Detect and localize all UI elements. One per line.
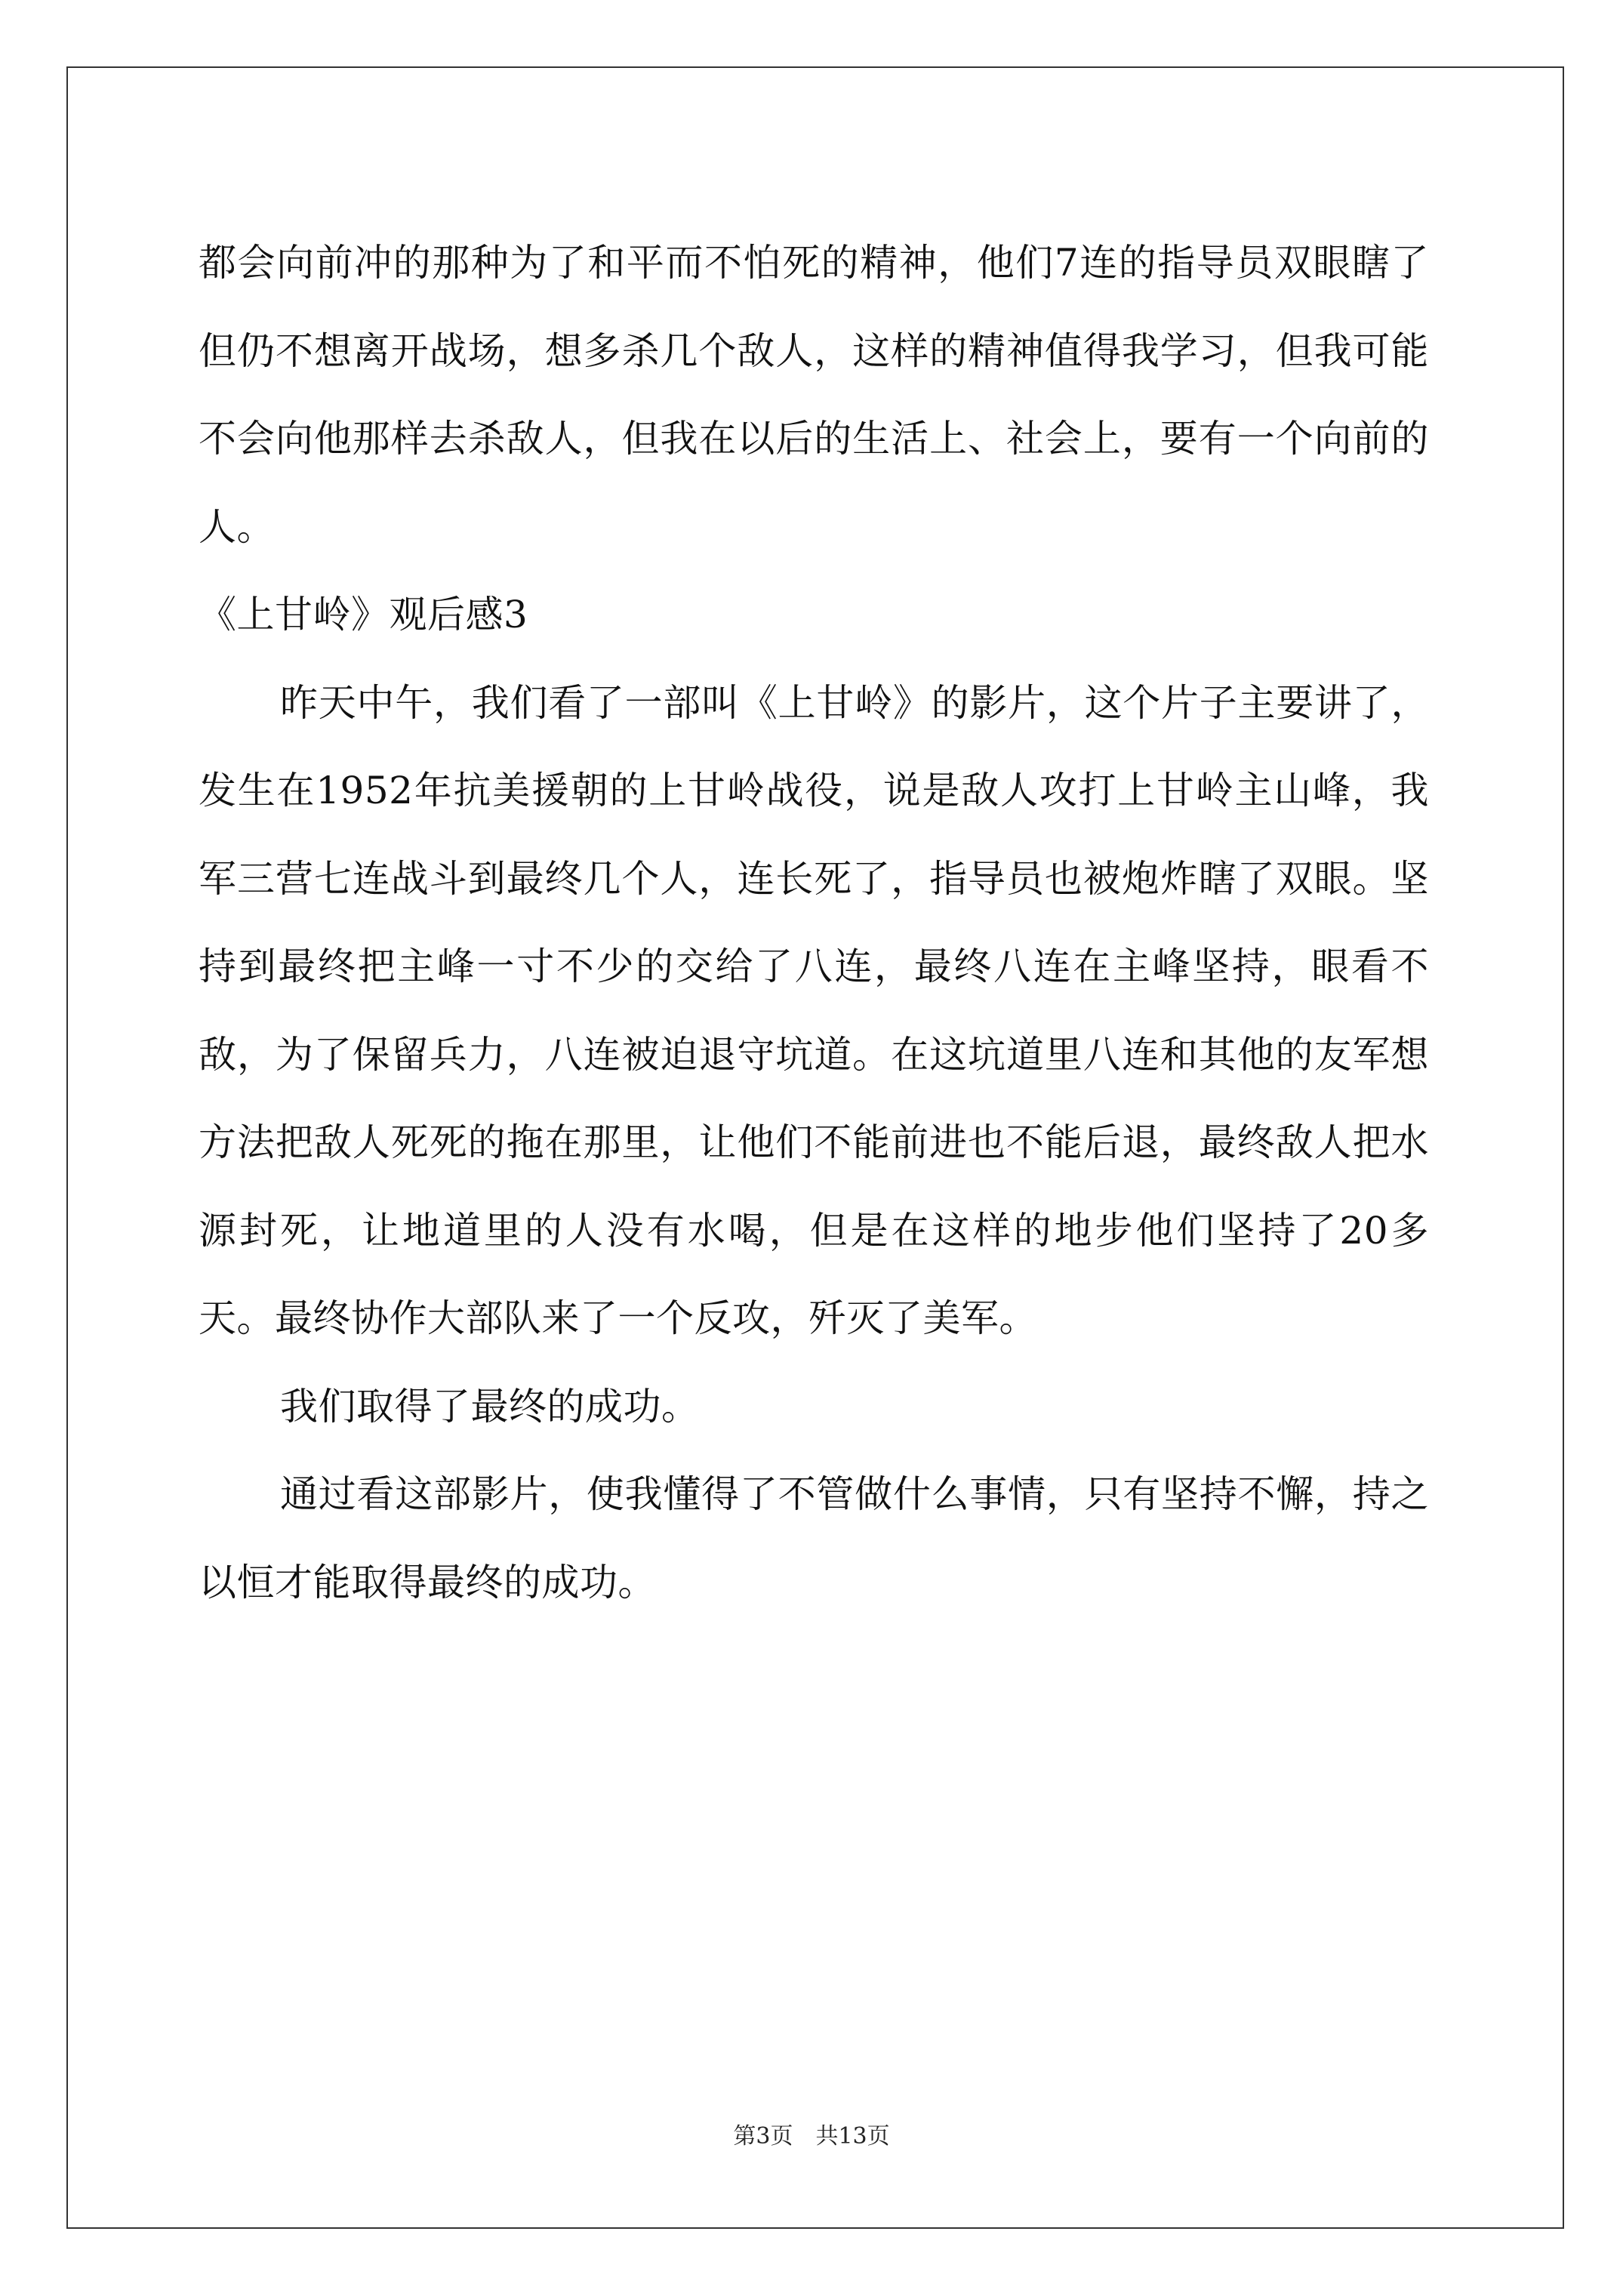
paragraph-success: 我们取得了最终的成功。 — [280, 1384, 700, 1428]
page-total: 共13页 — [815, 2123, 890, 2150]
page-number: 第3页 — [733, 2123, 793, 2150]
paragraph-continuation: 都会向前冲的那种为了和平而不怕死的精神，他们7连的指导员双眼瞎了但仍不想离开战场，想多杀几个敌人，这样的精神值得我学习，但我可能不会向他那样去杀敌人，但我在以后的生活上、社会上，要有一个向前的人。 — [199, 241, 1429, 549]
section-heading: 《上甘岭》观后感3 — [199, 593, 528, 636]
page-footer — [0, 2122, 1623, 2152]
paragraph-lesson: 通过看这部影片，使我懂得了不管做什么事情，只有坚持不懈，持之以恒才能取得最终的成功。 — [199, 1472, 1429, 1604]
document-body — [199, 219, 1429, 1626]
paragraph-summary: 昨天中午，我们看了一部叫《上甘岭》的影片，这个片子主要讲了，发生在1952年抗美援朝的上甘岭战役，说是敌人攻打上甘岭主山峰，我军三营七连战斗到最终几个人，连长死了，指导员也被炮炸瞎了双眼。坚持到最终把主峰一寸不少的交给了八连，最终八连在主峰坚持，眼看不敌，为了保留兵力，八连被迫退守坑道。在这坑道里八连和其他的友军想方法把敌人死死的拖在那里，让他们不能前进也不能后退，最终敌人把水源封死，让地道里的人没有水喝，但是在这样的地步他们坚持了20多天。最终协作大部队来了一个反攻，歼灭了美军。 — [199, 680, 1429, 1340]
